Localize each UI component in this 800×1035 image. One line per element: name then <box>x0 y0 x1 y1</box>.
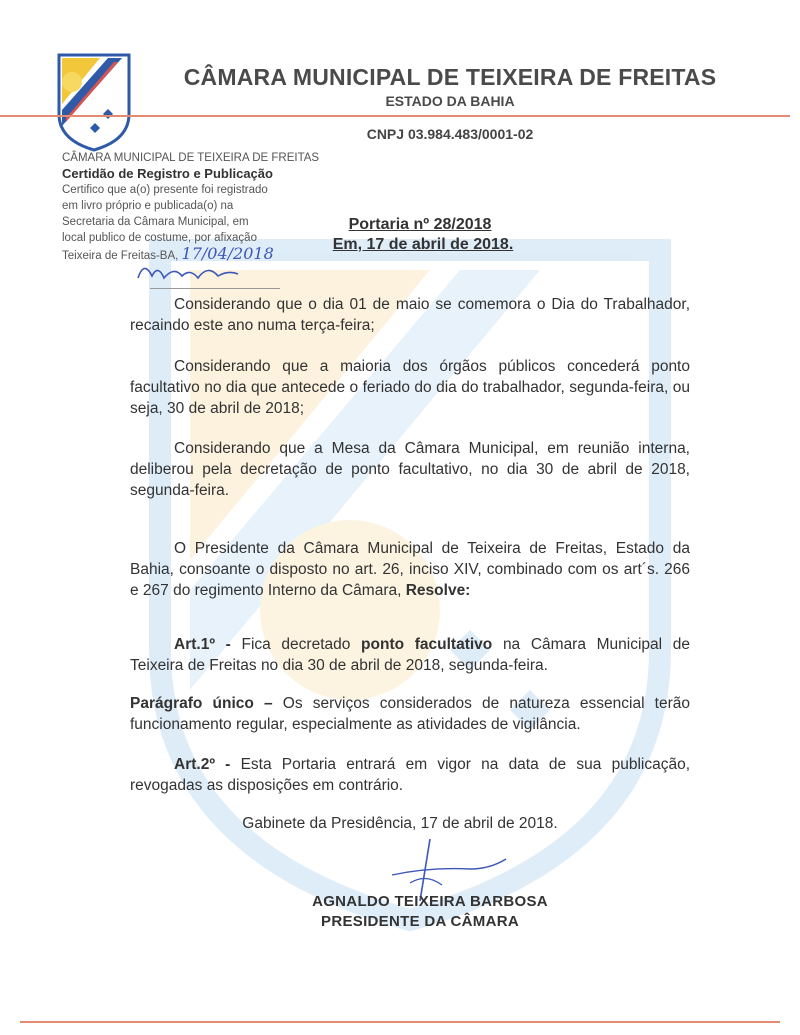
portaria-date: Em, 17 de abril de 2018. <box>332 236 514 253</box>
closing-line: Gabinete da Presidência, 17 de abril de 2018. <box>242 815 558 832</box>
preamble-text: O Presidente da Câmara Municipal de Teixeira de Freitas, Estado da Bahia, consoante o disposto no art. 26, inciso XIV, combinado com os art´s. 266 e 267 do regimento Interno da Câmara, <box>130 540 690 599</box>
paragrafo-unico <box>130 693 690 735</box>
stamp-place: Teixeira de Freitas-BA, <box>62 250 179 262</box>
article-1-label: Art.1º - <box>174 636 231 653</box>
article-1-emphasis: ponto facultativo <box>361 636 493 653</box>
article-1 <box>130 634 690 676</box>
paragrafo-unico-label: Parágrafo único – <box>130 695 273 712</box>
stamp-org-line: CÂMARA MUNICIPAL DE TEIXEIRA DE FREITAS <box>62 152 320 164</box>
article-1-text-b: na Câmara Municipal de Teixeira de Freitas no dia 30 de abril de 2018, segunda-feira. <box>130 636 691 674</box>
stamp-line-3: em livro próprio e publicada(o) na <box>62 200 234 212</box>
resolve-label: Resolve: <box>405 582 471 599</box>
considerando-1: Considerando que o dia 01 de maio se comemora o Dia do Trabalhador, recaindo este ano numa terça-feira; <box>130 296 690 334</box>
stamp-handwritten-date: 17/04/2018 <box>181 244 274 263</box>
article-1-text-a: Fica decretado <box>241 636 351 653</box>
stamp-title: Certidão de Registro e Publicação <box>62 166 273 181</box>
org-name: CÂMARA MUNICIPAL DE TEIXEIRA DE FREITAS <box>183 64 717 90</box>
paragrafo-unico-text: Os serviços considerados de natureza essencial terão funcionamento regular, especialmente as atividades de vigilância. <box>130 695 690 733</box>
stamp-signature-icon <box>134 256 244 286</box>
stamp-line-4: Secretaria da Câmara Municipal, em <box>62 216 249 228</box>
municipal-crest-icon <box>56 52 132 152</box>
preamble-paragraph <box>130 538 690 601</box>
considerando-3: Considerando que a Mesa da Câmara Municipal, em reunião interna, deliberou pela decretação de ponto facultativo, no dia 30 de abril de 2018, segunda-feira. <box>130 440 690 499</box>
article-2 <box>130 754 690 796</box>
registration-stamp <box>62 150 320 264</box>
stamp-line-5: local publico de costume, por afixação <box>62 232 257 244</box>
signer-title: PRESIDENTE DA CÂMARA <box>321 913 519 930</box>
portaria-number: Portaria nº 28/2018 <box>348 216 492 233</box>
article-2-label: Art.2º - <box>174 756 231 773</box>
stamp-line-2: Certifico que a(o) presente foi registrado <box>62 184 268 196</box>
org-state: ESTADO DA BAHIA <box>385 93 515 109</box>
stamp-baseline <box>150 288 280 289</box>
signer-name: AGNALDO TEIXEIRA BARBOSA <box>312 893 548 910</box>
cnpj: CNPJ 03.984.483/0001-02 <box>366 126 534 142</box>
footer-divider <box>20 1021 780 1023</box>
article-2-text: Esta Portaria entrará em vigor na data de sua publicação, revogadas as disposições em contrário. <box>130 756 690 794</box>
considerando-2: Considerando que a maioria dos órgãos públicos concederá ponto facultativo no dia que antecede o feriado do dia do trabalhador, segunda-feira, ou seja, 30 de abril de 2018; <box>130 358 690 417</box>
header-divider <box>0 115 790 117</box>
